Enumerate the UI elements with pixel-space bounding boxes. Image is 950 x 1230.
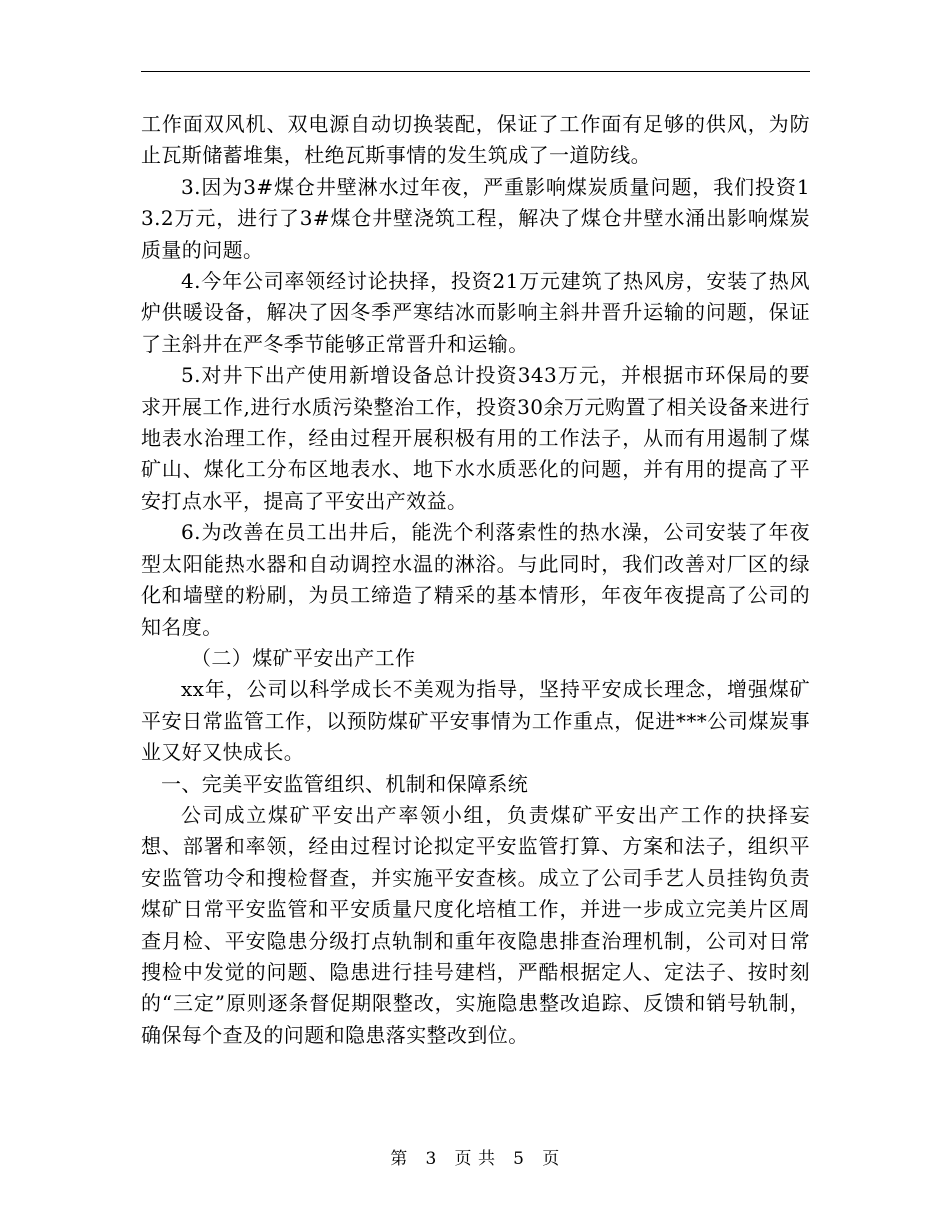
paragraph-continuation: 工作面双风机、双电源自动切换装配，保证了工作面有足够的供风，为防止瓦斯储蓄堆集，杜绝瓦斯事情的发生筑成了一道防线。 — [141, 112, 810, 168]
footer-page-number: 3 — [425, 1149, 437, 1169]
section-heading-1: 一、完美平安监管组织、机制和保障系统 — [161, 771, 529, 796]
section-heading-coal-safety: （二）煤矿平安出产工作 — [191, 645, 416, 670]
paragraph-intro: xx年，公司以科学成长不美观为指导，坚持平安成长理念，增强煤矿平安日常监管工作，以预防煤矿平安事情为工作重点，促进***公司煤炭事业又好又快成长。 — [141, 677, 810, 765]
paragraph-item-4: 4.今年公司率领经讨论抉择，投资21万元建筑了热风房，安装了热风炉供暖设备，解决了因冬季严寒结冰而影响主斜井晋升运输的问题，保证了主斜井在严冬季节能够正常晋升和运输。 — [141, 269, 810, 356]
header-rule — [141, 71, 810, 72]
footer-prefix: 第 — [390, 1149, 408, 1169]
paragraph-item-6: 6.为改善在员工出井后，能洗个利落索性的热水澡，公司安装了年夜型太阳能热水器和自动调控水温的淋浴。与此同时，我们改善对厂区的绿化和墙壁的粉刷，为员工缔造了精采的基本情形，年夜年夜提高了公司的知名度。 — [141, 520, 810, 639]
page-footer — [0, 1147, 950, 1171]
document-body — [141, 109, 810, 1051]
paragraph-item-3: 3.因为3#煤仓井壁淋水过年夜，严重影响煤炭质量问题，我们投资13.2万元，进行了3#煤仓井壁浇筑工程，解决了煤仓井壁水涌出影响煤炭质量的问题。 — [141, 174, 810, 262]
footer-suffix: 页 — [542, 1149, 560, 1169]
footer-middle: 页 共 — [454, 1149, 496, 1169]
footer-total-pages: 5 — [513, 1149, 525, 1169]
paragraph-body: 公司成立煤矿平安出产率领小组，负责煤矿平安出产工作的抉择妄想、部署和率领，经由过程讨论拟定平安监管打算、方案和法子，组织平安监管功令和搜检督查，并实施平安查核。成立了公司手艺人员挂钩负责煤矿日常平安监管和平安质量尺度化培植工作，并进一步成立完美片区周查月检、平安隐患分级打点轨制和重年夜隐患排查治理机制，公司对日常搜检中发觉的问题、隐患进行挂号建档，严酷根据定人、定法子、按时刻的“三定”原则逐条督促期限整改，实施隐患整改追踪、反馈和销号轨制，确保每个查及的问题和隐患落实整改到位。 — [141, 802, 810, 1047]
paragraph-item-5: 5.对井下出产使用新增设备总计投资343万元，并根据市环保局的要求开展工作,进行水质污染整治工作，投资30余万元购置了相关设备来进行地表水治理工作，经由过程开展积极有用的工作法子，从而有用遏制了煤矿山、煤化工分布区地表水、地下水水质恶化的问题，并有用的提高了平安打点水平，提高了平安出产效益。 — [141, 363, 810, 513]
